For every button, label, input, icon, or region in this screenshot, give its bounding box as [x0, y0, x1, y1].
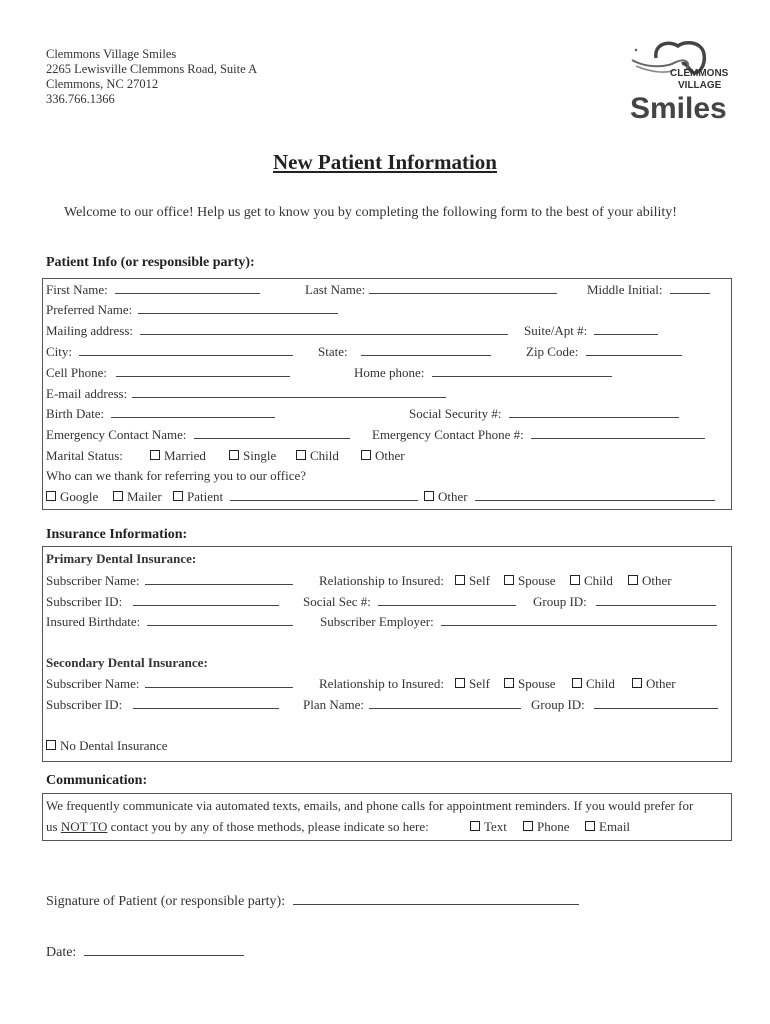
zip-field[interactable] [586, 344, 682, 356]
subscriber-employer-field[interactable] [441, 614, 717, 626]
secondary-insurance-heading: Secondary Dental Insurance: [46, 655, 208, 670]
secondary-rel-spouse-option[interactable]: Spouse [504, 676, 556, 692]
insured-birthdate-field[interactable] [147, 614, 293, 626]
marital-single-option[interactable]: Single [229, 448, 276, 464]
marital-other-option[interactable]: Other [361, 448, 405, 464]
checkbox-icon[interactable] [361, 450, 371, 460]
checkbox-icon[interactable] [229, 450, 239, 460]
secondary-subscriber-name-field[interactable] [145, 676, 293, 688]
birth-date-label: Birth Date: [46, 406, 105, 421]
referral-patient-option[interactable]: Patient [173, 489, 418, 505]
checkbox-icon[interactable] [632, 678, 642, 688]
referral-question: Who can we thank for referring you to our office? [46, 468, 307, 483]
checkbox-icon[interactable] [150, 450, 160, 460]
checkbox-icon[interactable] [570, 575, 580, 585]
checkbox-icon[interactable] [455, 678, 465, 688]
secondary-subscriber-name-label: Subscriber Name: [46, 676, 140, 691]
address-line1: 2265 Lewisville Clemmons Road, Suite A [46, 62, 258, 76]
primary-rel-self-option[interactable]: Self [455, 573, 490, 589]
last-name-label: Last Name: [305, 282, 366, 297]
svg-text:Smiles: Smiles [630, 92, 727, 122]
communication-line2: us NOT TO contact you by any of those methods, please indicate so here: [46, 819, 429, 834]
secondary-group-id-field[interactable] [594, 697, 718, 709]
primary-relationship-label: Relationship to Insured: [319, 573, 444, 588]
first-name-label: First Name: [46, 282, 108, 297]
cell-phone-field[interactable] [116, 365, 290, 377]
preferred-name-label: Preferred Name: [46, 302, 133, 317]
primary-rel-spouse-option[interactable]: Spouse [504, 573, 556, 589]
primary-insurance-heading: Primary Dental Insurance: [46, 551, 197, 566]
date-label: Date: [46, 945, 77, 960]
marital-married-option[interactable]: Married [150, 448, 206, 464]
checkbox-icon[interactable] [585, 821, 595, 831]
secondary-relationship-label: Relationship to Insured: [319, 676, 444, 691]
page-title: New Patient Information [273, 150, 497, 174]
checkbox-icon[interactable] [504, 678, 514, 688]
practice-phone: 336.766.1366 [46, 92, 115, 106]
preferred-name-field[interactable] [138, 302, 338, 314]
date-field[interactable] [84, 944, 244, 956]
emergency-name-label: Emergency Contact Name: [46, 427, 187, 442]
secondary-rel-child-option[interactable]: Child [572, 676, 615, 692]
comm-email-option[interactable]: Email [585, 819, 630, 835]
no-insurance-option[interactable]: No Dental Insurance [46, 738, 168, 754]
last-name-field[interactable] [369, 282, 557, 294]
primary-subscriber-name-label: Subscriber Name: [46, 573, 140, 588]
primary-rel-child-option[interactable]: Child [570, 573, 613, 589]
city-label: City: [46, 344, 73, 359]
suite-field[interactable] [594, 323, 658, 335]
checkbox-icon[interactable] [296, 450, 306, 460]
first-name-field[interactable] [115, 282, 260, 294]
plan-name-field[interactable] [369, 697, 521, 709]
home-phone-field[interactable] [432, 365, 612, 377]
marital-status-label: Marital Status: [46, 448, 123, 463]
home-phone-label: Home phone: [354, 365, 425, 380]
mailing-address-label: Mailing address: [46, 323, 134, 338]
comm-phone-option[interactable]: Phone [523, 819, 570, 835]
referral-other-field[interactable] [475, 489, 715, 501]
patient-info-heading: Patient Info (or responsible party): [46, 255, 255, 270]
checkbox-icon[interactable] [46, 491, 56, 501]
referral-other-option[interactable]: Other [424, 489, 715, 505]
secondary-rel-self-option[interactable]: Self [455, 676, 490, 692]
state-field[interactable] [361, 344, 491, 356]
insurance-heading: Insurance Information: [46, 527, 188, 542]
marital-child-option[interactable]: Child [296, 448, 339, 464]
emergency-phone-label: Emergency Contact Phone #: [372, 427, 524, 442]
signature-field[interactable] [293, 893, 579, 905]
referral-google-option[interactable]: Google [46, 489, 98, 505]
middle-initial-label: Middle Initial: [587, 282, 663, 297]
signature-label: Signature of Patient (or responsible party): [46, 894, 286, 909]
checkbox-icon[interactable] [46, 740, 56, 750]
primary-group-id-label: Group ID: [533, 594, 587, 609]
practice-address [46, 47, 257, 107]
practice-name: Clemmons Village Smiles [46, 47, 177, 61]
secondary-rel-other-option[interactable]: Other [632, 676, 676, 692]
svg-text:VILLAGE: VILLAGE [678, 80, 722, 91]
checkbox-icon[interactable] [113, 491, 123, 501]
primary-subscriber-id-label: Subscriber ID: [46, 594, 123, 609]
zip-label: Zip Code: [526, 344, 579, 359]
emergency-phone-field[interactable] [531, 427, 705, 439]
secondary-subscriber-id-label: Subscriber ID: [46, 697, 123, 712]
subscriber-employer-label: Subscriber Employer: [320, 614, 434, 629]
secondary-group-id-label: Group ID: [531, 697, 585, 712]
referral-mailer-option[interactable]: Mailer [113, 489, 162, 505]
checkbox-icon[interactable] [173, 491, 183, 501]
intro-text: Welcome to our office! Help us get to know you by completing the following form to the best of your ability! [64, 205, 677, 220]
state-label: State: [318, 344, 348, 359]
primary-subscriber-id-field[interactable] [133, 594, 279, 606]
checkbox-icon[interactable] [572, 678, 582, 688]
primary-group-id-field[interactable] [596, 594, 716, 606]
checkbox-icon[interactable] [424, 491, 434, 501]
checkbox-icon[interactable] [628, 575, 638, 585]
secondary-subscriber-id-field[interactable] [133, 697, 279, 709]
svg-text:CLEMMONS: CLEMMONS [670, 68, 729, 79]
insured-birthdate-label: Insured Birthdate: [46, 614, 141, 629]
address-line2: Clemmons, NC 27012 [46, 77, 159, 91]
ssn-field[interactable] [509, 406, 679, 418]
communication-line1: We frequently communicate via automated texts, emails, and phone calls for appointment reminders. If you would prefer for [46, 798, 694, 813]
emergency-name-field[interactable] [194, 427, 350, 439]
birth-date-field[interactable] [111, 406, 275, 418]
suite-label: Suite/Apt #: [524, 323, 588, 338]
primary-social-sec-label: Social Sec #: [303, 594, 371, 609]
email-field[interactable] [132, 386, 446, 398]
checkbox-icon[interactable] [455, 575, 465, 585]
cell-phone-label: Cell Phone: [46, 365, 108, 380]
checkbox-icon[interactable] [470, 821, 480, 831]
email-label: E-mail address: [46, 386, 128, 401]
mailing-address-field[interactable] [140, 323, 508, 335]
checkbox-icon[interactable] [504, 575, 514, 585]
communication-heading: Communication: [46, 773, 148, 788]
plan-name-label: Plan Name: [303, 697, 365, 712]
ssn-label: Social Security #: [409, 406, 502, 421]
middle-initial-field[interactable] [670, 282, 710, 294]
primary-social-sec-field[interactable] [378, 594, 516, 606]
checkbox-icon[interactable] [523, 821, 533, 831]
tooth-logo-icon [626, 38, 736, 122]
primary-subscriber-name-field[interactable] [145, 573, 293, 585]
comm-text-option[interactable]: Text [470, 819, 507, 835]
practice-logo [626, 38, 736, 122]
city-field[interactable] [79, 344, 293, 356]
referral-patient-field[interactable] [230, 489, 418, 501]
primary-rel-other-option[interactable]: Other [628, 573, 672, 589]
